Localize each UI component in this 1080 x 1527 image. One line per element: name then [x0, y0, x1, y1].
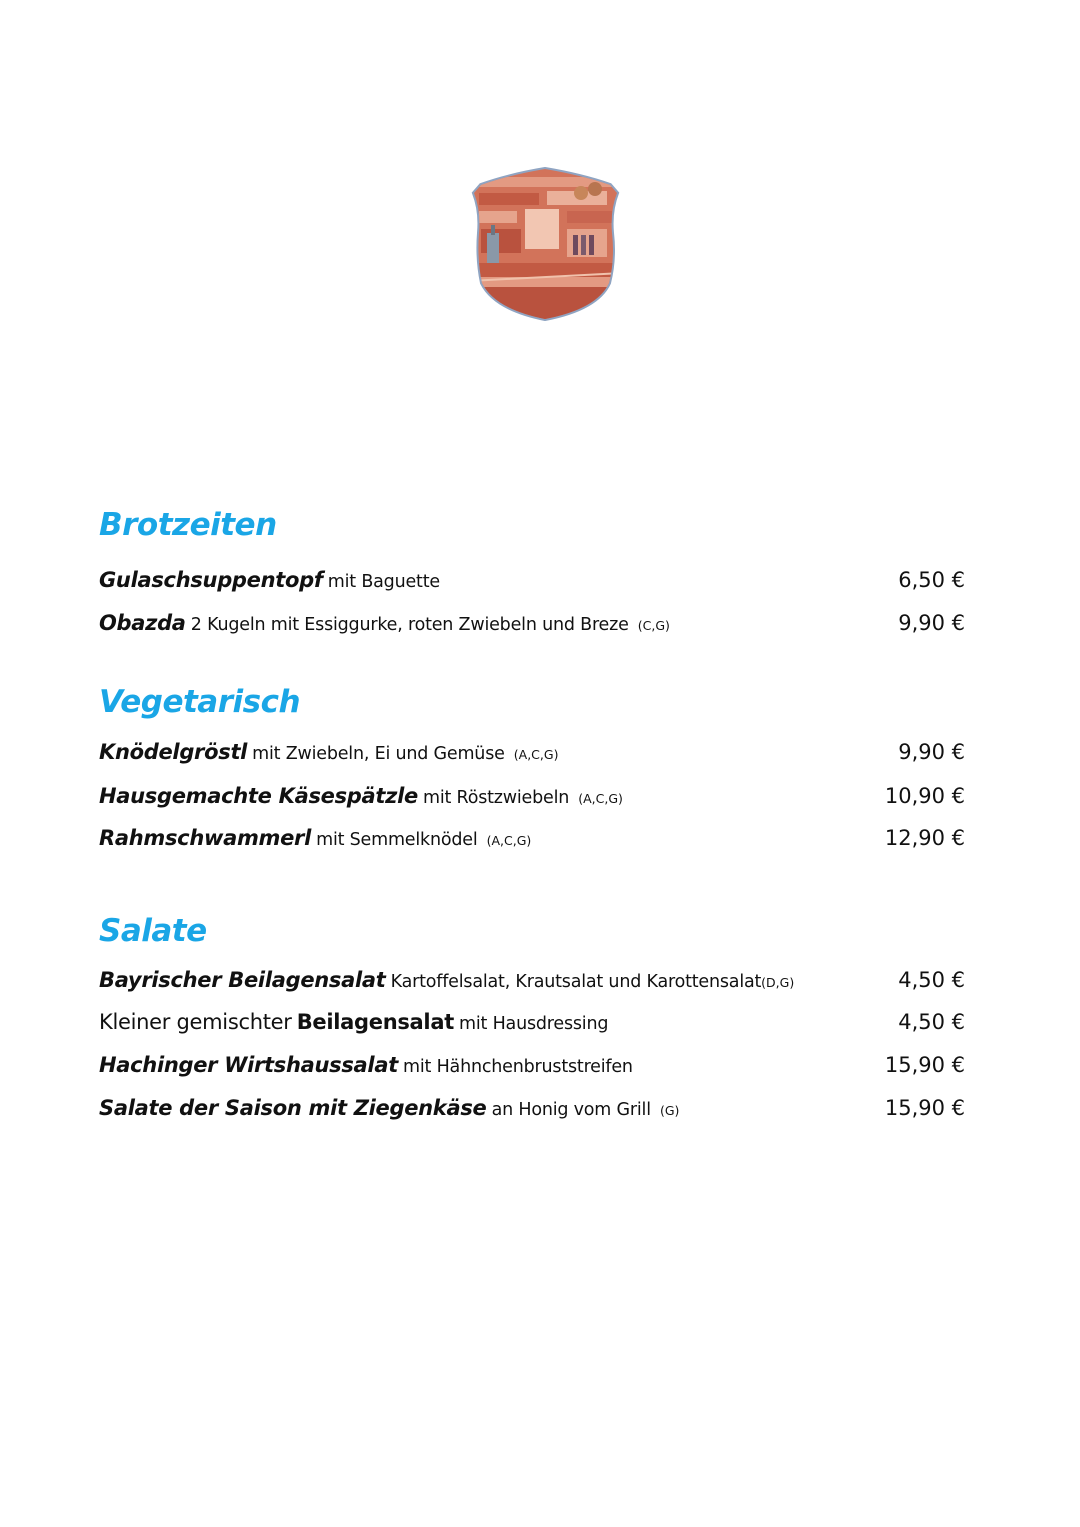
menu-item-salate-der-saison [99, 1096, 965, 1126]
shield-emblem-icon [469, 163, 622, 326]
menu-item-name: Beilagensalat [296, 1010, 454, 1034]
menu-item-name: Rahmschwammerl [99, 826, 312, 850]
menu-item-detail: Kartoffelsalat, Krautsalat und Karottensalat [390, 972, 762, 992]
menu-item-price: 4,50 € [898, 968, 965, 992]
menu-item-name: Obazda [99, 611, 186, 635]
menu-item-detail: mit Röstzwiebeln [423, 788, 570, 808]
section-title-brotzeiten: Brotzeiten [99, 507, 277, 543]
menu-item-allergens: (C,G) [637, 618, 670, 633]
menu-item-name: Bayrischer Beilagensalat [99, 968, 386, 992]
menu-item-allergens: (A,C,G) [578, 791, 623, 806]
menu-item-obazda [99, 611, 965, 641]
menu-item-gulaschsuppentopf [99, 568, 965, 598]
menu-item-allergens: (A,C,G) [513, 747, 559, 762]
menu-item-knoedelgroestl [99, 740, 965, 770]
menu-item-price: 15,90 € [884, 1053, 965, 1077]
menu-item-allergens: (D,G) [761, 975, 795, 990]
menu-item-allergens: (A,C,G) [486, 833, 532, 848]
menu-item-name: Hachinger Wirtshaussalat [99, 1053, 398, 1077]
menu-item-price: 9,90 € [898, 611, 965, 635]
menu-item-detail: mit Hausdressing [459, 1014, 609, 1034]
menu-item-detail: mit Hähnchenbruststreifen [403, 1057, 633, 1077]
menu-item-wirtshaussalat [99, 1053, 965, 1083]
menu-item-allergens: (G) [659, 1103, 680, 1118]
section-title-salate: Salate [99, 913, 207, 949]
menu-item-name: Gulaschsuppentopf [99, 568, 323, 592]
menu-item-price: 15,90 € [884, 1096, 965, 1120]
menu-item-detail: mit Semmelknödel [316, 830, 478, 850]
menu-item-rahmschwammerl [99, 826, 965, 856]
menu-item-name: Knödelgröstl [99, 740, 248, 764]
menu-item-detail: an Honig vom Grill [491, 1100, 651, 1120]
menu-item-detail: 2 Kugeln mit Essiggurke, roten Zwiebeln und Breze [190, 615, 629, 635]
menu-item-price: 10,90 € [884, 784, 965, 808]
menu-item-price: 9,90 € [898, 740, 965, 764]
section-title-vegetarisch: Vegetarisch [99, 684, 301, 720]
menu-item-kaesespaetzle [99, 784, 965, 814]
menu-item-name: Hausgemachte Käsespätzle [99, 784, 418, 808]
menu-item-price: 6,50 € [898, 568, 965, 592]
menu-item-detail: mit Zwiebeln, Ei und Gemüse [252, 744, 505, 764]
menu-item-price: 12,90 € [884, 826, 965, 850]
menu-item-bayrischer-beilagensalat [99, 968, 965, 998]
menu-item-detail: mit Baguette [327, 572, 440, 592]
menu-item-name: Salate der Saison mit Ziegenkäse [99, 1096, 487, 1120]
menu-item-prefix: Kleiner gemischter [99, 1010, 292, 1034]
menu-item-kleiner-beilagensalat [99, 1010, 965, 1040]
menu-item-price: 4,50 € [898, 1010, 965, 1034]
